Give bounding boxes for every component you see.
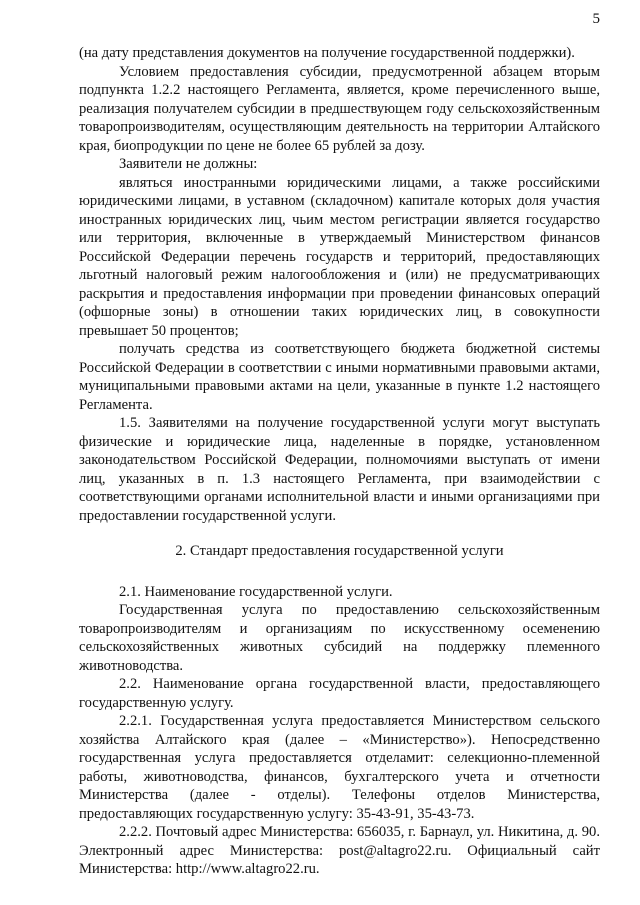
page-number: 5 [592, 11, 600, 27]
paragraph-foreign-entities: являться иностранными юридическими лицами, а также российскими юридическими лицами, в уставном (складочном) капитале которых доля участия иностранных юридических лиц, чьим местом регистрации является государство или территория, включенные в утверждаемый Министерством финансов Российской Федерации перечень государств и территорий, предоставляющих льготный налоговый режим налогообложения и (или) не предусматривающих раскрытия и предоставления информации при проведении финансовых операций (офшорные зоны) в отношении таких юридических лиц, в совокупности превышает 50 процентов; [79, 174, 600, 339]
paragraph-2-2-2: 2.2.2. Почтовый адрес Министерства: 656035, г. Барнаул, ул. Никитина, д. 90. Электронный адрес Министерства: post@altagro22.ru. Официальный сайт Министерства: http://www.altagro22.ru. [79, 824, 600, 877]
paragraph-continuation: (на дату представления документов на получение государственной поддержки). [79, 45, 575, 61]
document-body [79, 44, 600, 879]
paragraph-applicants-must-not: Заявители не должны: [119, 156, 258, 172]
paragraph-2-2-1: 2.2.1. Государственная услуга предоставляется Министерством сельского хозяйства Алтайского края (далее – «Министерство»). Непосредственно государственная услуга предоставляется отделамит: селекционно-племенной работы, животноводства, финансов, бухгалтерского учета и отчетности Министерства (далее - отделы). Телефоны отделов Министерства, предоставляющих государственную услугу: 35-43-91, 35-43-73. [79, 713, 600, 822]
paragraph-1-5-applicants: 1.5. Заявителями на получение государственной услуги могут выступать физические и юридические лица, наделенные в порядке, установленном законодательством Российской Федерации, полномочиями выступать от имени лиц, указанных в п. 1.3 настоящего Регламента, при взаимодействии с соответствующими органами исполнительной власти и иными организациями при предоставлении государственной услуги. [79, 415, 600, 524]
paragraph-service-name: Государственная услуга по предоставлению сельскохозяйственным товаропроизводителям и организациям по искусственному осеменению сельскохозяйственных животных субсидий на поддержку племенного животноводства. [79, 602, 600, 674]
paragraph-budget-funds: получать средства из соответствующего бюджета бюджетной системы Российской Федерации в соответствии с иными нормативными правовыми актами, муниципальными правовыми актами на цели, указанные в пункте 1.2 настоящего Регламента. [79, 341, 600, 413]
paragraph-subsidy-condition: Условием предоставления субсидии, предусмотренной абзацем вторым подпункта 1.2.2 настоящего Регламента, является, кроме перечисленного выше, реализация получателем субсидии в предшествующем году сельскохозяйственным товаропроизводителям, осуществляющим деятельность на территории Алтайского края, биопродукции по цене не более 65 рублей за дозу. [79, 63, 600, 154]
paragraph-2-2-heading: 2.2. Наименование органа государственной власти, предоставляющего государственную услугу. [79, 676, 600, 711]
paragraph-2-1-heading: 2.1. Наименование государственной услуги. [119, 583, 393, 600]
section-title: 2. Стандарт предоставления государственной услуги [175, 543, 504, 559]
